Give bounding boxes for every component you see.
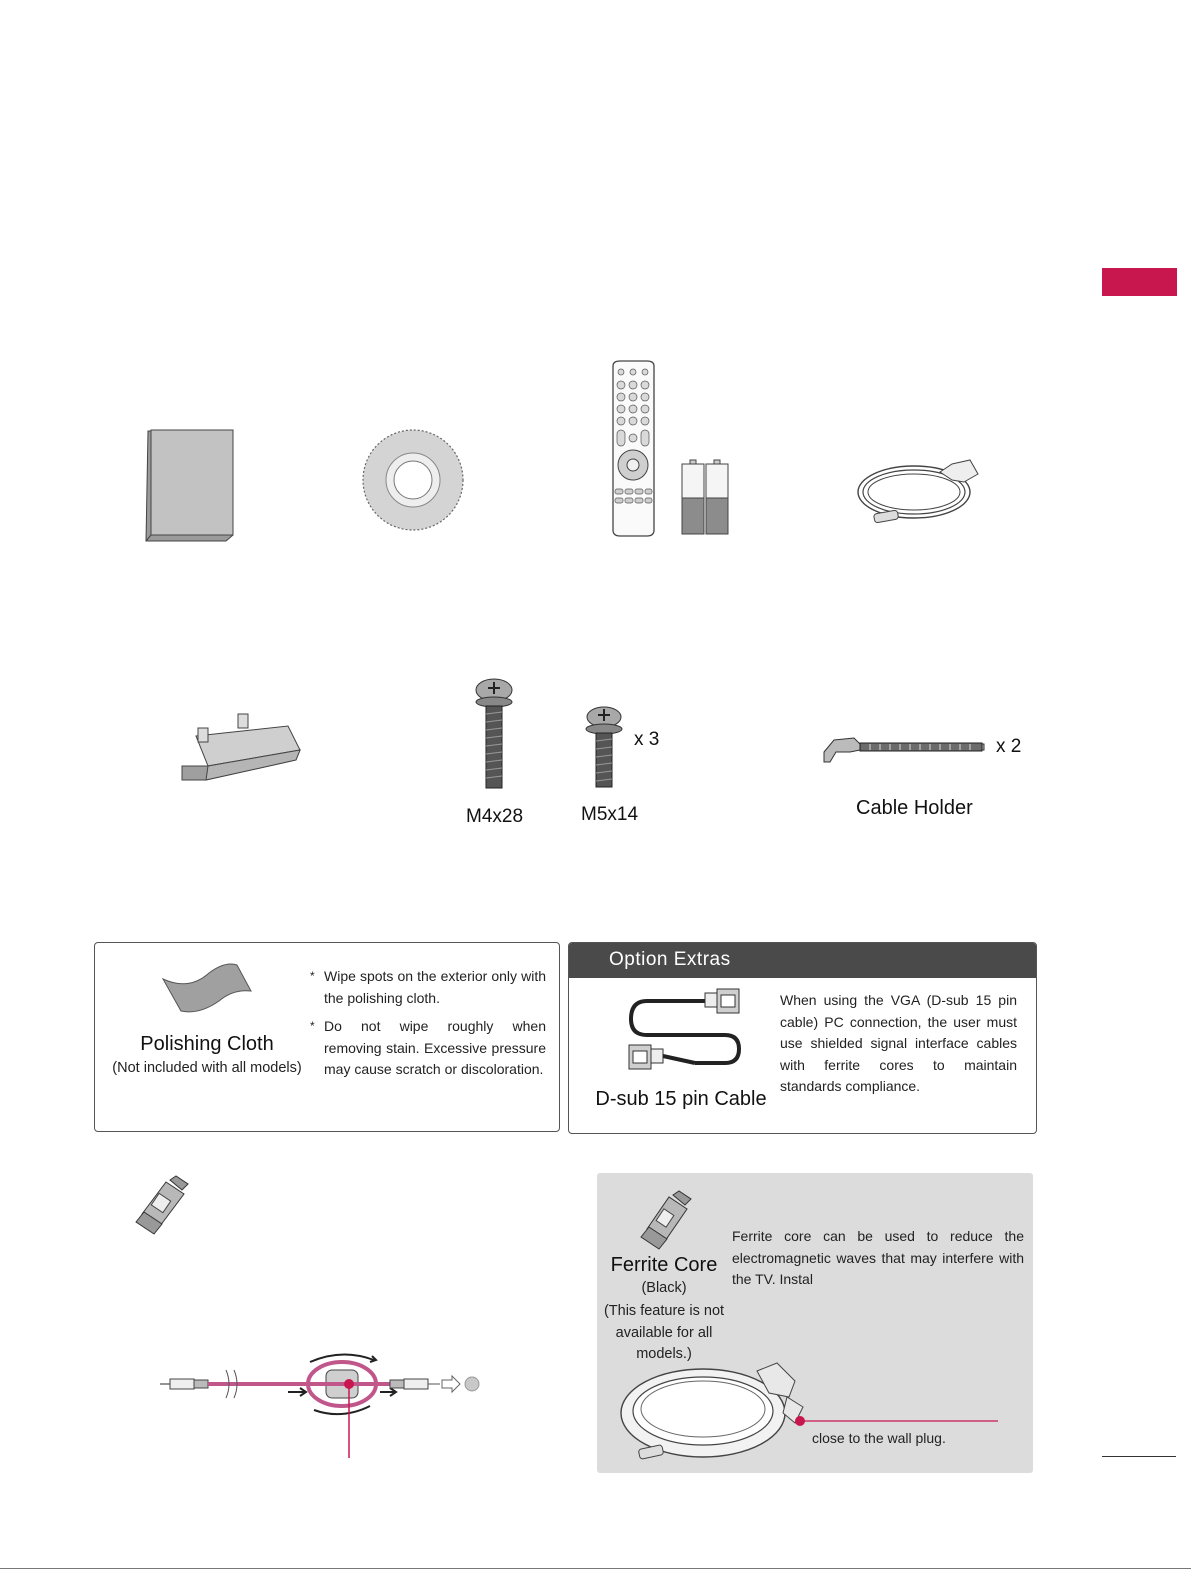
ferrite-plug-note: close to the wall plug.	[812, 1430, 946, 1446]
care-note-2	[310, 1016, 546, 1081]
option-extras-title: Option Extras	[609, 949, 731, 970]
ferrite-description: Ferrite core can be used to reduce the electromagnetic waves that may interfere with the TV. Instal	[732, 1228, 1024, 1287]
polishing-cloth-subtitle: (Not included with all models)	[112, 1060, 302, 1076]
footer-rule	[0, 1568, 1191, 1569]
ferrite-core-title: Ferrite Core	[610, 1254, 718, 1276]
care-note-1-text: Wipe spots on the exterior only with the polishing cloth.	[324, 968, 546, 1006]
cd-disc-illustration	[358, 428, 468, 534]
ferrite-availability-note: (This feature is not available for all models.)	[603, 1303, 725, 1362]
page-number-rule	[1102, 1456, 1176, 1457]
screw-m4x28-illustration	[470, 676, 518, 794]
ferrite-cable-diagram	[158, 1348, 486, 1460]
care-note-2-text: Do not wipe roughly when removing stain. Excessive pressure may cause scratch or discoloration.	[324, 1018, 546, 1077]
dsub-cable-illustration	[625, 987, 745, 1079]
cable-management-illustration	[178, 708, 303, 788]
option-extras-header	[569, 943, 1036, 978]
power-cord-illustration	[852, 452, 984, 530]
remote-control-illustration	[605, 358, 735, 540]
vga-compliance-note: When using the VGA (D-sub 15 pin cable) PC connection, the user must use shielded signal interface cables with ferrite cores to maintain standards compliance.	[780, 992, 1017, 1094]
care-note-1	[310, 966, 546, 1009]
polishing-cloth-title: Polishing Cloth	[140, 1033, 274, 1055]
screw-quantity: x 3	[634, 729, 660, 750]
polishing-cloth-illustration	[159, 961, 253, 1017]
ferrite-core-small-icon	[637, 1189, 695, 1253]
power-cord-ferrite-illustration	[619, 1361, 811, 1469]
owners-manual-illustration	[140, 425, 240, 545]
ferrite-core-color-note: (Black)	[641, 1280, 687, 1296]
bullet-star: *	[310, 969, 315, 983]
ferrite-core-panel	[597, 1173, 1033, 1473]
option-extras-box	[568, 942, 1037, 1134]
ferrite-pointer-line	[793, 1413, 1003, 1429]
screw-m5x14-label: M5x14	[581, 804, 639, 825]
screw-m4x28-label: M4x28	[466, 806, 524, 827]
cable-holder-label: Cable Holder	[856, 797, 973, 819]
cable-holder-quantity: x 2	[996, 736, 1022, 757]
dsub-cable-label: D-sub 15 pin Cable	[595, 1088, 767, 1110]
bullet-star: *	[310, 1019, 315, 1033]
screw-m5x14-illustration	[582, 704, 626, 790]
polishing-cloth-box	[94, 942, 560, 1132]
cable-holder-illustration	[820, 730, 988, 768]
ferrite-core-icon	[130, 1174, 192, 1238]
section-tab	[1102, 268, 1177, 296]
